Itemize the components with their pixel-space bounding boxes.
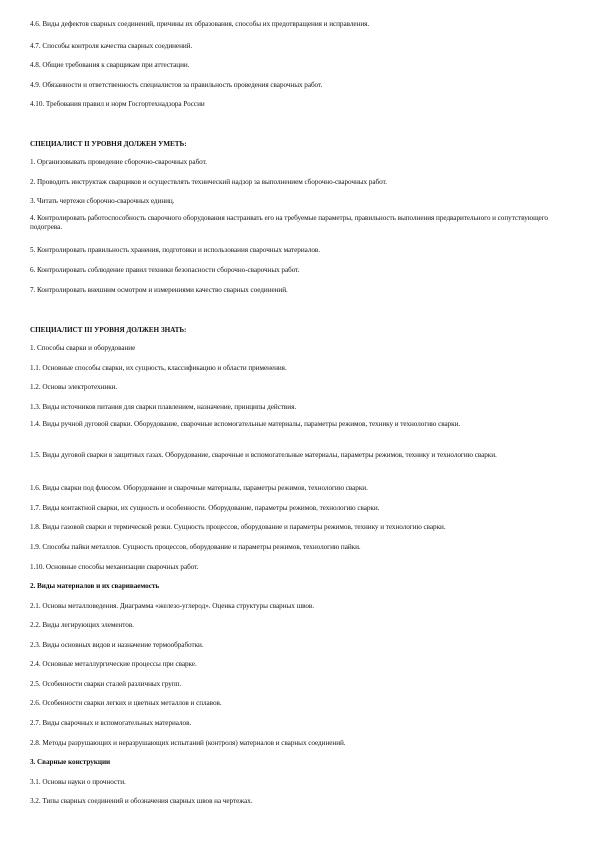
knowledge-item: 3.2. Типы сварных соединений и обозначения сварных швов на чертежах. bbox=[30, 797, 253, 805]
section-heading-level-2-skills: СПЕЦИАЛИСТ II УРОВНЯ ДОЛЖЕН УМЕТЬ: bbox=[30, 140, 187, 148]
knowledge-item: 1.1. Основные способы сварки, их сущность, классификацию и области применения. bbox=[30, 364, 287, 372]
section-heading-level-3-knowledge: СПЕЦИАЛИСТ III УРОВНЯ ДОЛЖЕН ЗНАТЬ: bbox=[30, 326, 187, 334]
paragraph-4-9: 4.9. Обязанности и ответственность специалистов за правильность проведения сварочных работ. bbox=[30, 81, 323, 89]
paragraph-4-6: 4.6. Виды дефектов сварных соединений, причины их образования, способы их предотвращения и исправления. bbox=[30, 20, 370, 28]
skill-item-3: 3. Читать чертежи сборочно-сварочных единиц. bbox=[30, 197, 175, 205]
knowledge-item: 2.7. Виды сварочных и вспомогательных материалов. bbox=[30, 719, 192, 727]
knowledge-item: 1.4. Виды ручной дуговой сварки. Оборудование, сварочные вспомогательные материалы, параметры режимов, технику и технологию сварки. bbox=[30, 420, 461, 428]
knowledge-item: 2.5. Особенности сварки сталей различных групп. bbox=[30, 680, 182, 688]
knowledge-item: 2.1. Основы металловедения. Диаграмма «железо-углерод». Оценка структуры сварных швов. bbox=[30, 602, 314, 610]
knowledge-item: 1.3. Виды источников питания для сварки плавлением, назначение, принципы действия. bbox=[30, 403, 297, 411]
skill-item-6: 6. Контролировать соблюдение правил техники безопасности сборочно-сварочных работ. bbox=[30, 266, 300, 274]
skill-item-5: 5. Контролировать правильность хранения, подготовки и использования сварочных материалов. bbox=[30, 246, 320, 254]
skill-item-2: 2. Проводить инструктаж сварщиков и осуществлять технический надзор за выполнением сборочно-сварочных работ. bbox=[30, 178, 387, 186]
knowledge-item: 2.4. Основные металлургические процессы при сварке. bbox=[30, 660, 197, 668]
knowledge-item: 1.2. Основы электротехники. bbox=[30, 383, 118, 391]
paragraph-4-8: 4.8. Общие требования к сварщикам при аттестации. bbox=[30, 61, 190, 69]
knowledge-item: 2.2. Виды легирующих элементов. bbox=[30, 621, 134, 629]
knowledge-item: 1.6. Виды сварки под флюсом. Оборудование и сварочные материалы, параметры режимов, технологию сварки. bbox=[30, 484, 368, 492]
knowledge-item: 2.3. Виды основных видов и назначение термообработки. bbox=[30, 641, 204, 649]
knowledge-item: 1.8. Виды газовой сварки и термической резки. Сущность процессов, оборудование и параметры режимов, технику и технологию сварки. bbox=[30, 523, 446, 531]
knowledge-item: 1.10. Основные способы механизации сварочных работ. bbox=[30, 563, 199, 571]
knowledge-item: 1.7. Виды контактной сварки, их сущность и особенности. Оборудование, параметры режимов, технологию сварки. bbox=[30, 504, 380, 512]
skill-item-4: 4. Контролировать работоспособность сварочного оборудования настраивать его на требуемые параметры, правильность выполнения предварительного и сопутствующего подогрева. bbox=[30, 214, 548, 231]
skill-item-7: 7. Контролировать внешним осмотром и измерениями качество сварных соединений. bbox=[30, 286, 288, 294]
skill-item-1: 1. Организовывать проведение сборочно-сварочных работ. bbox=[30, 158, 207, 166]
knowledge-subheading: 2. Виды материалов и их свариваемость bbox=[30, 582, 160, 590]
paragraph-4-7: 4.7. Способы контроля качества сварных соединений. bbox=[30, 42, 193, 50]
knowledge-item: 2.8. Методы разрушающих и неразрушающих испытаний (контроля) материалов и сварных соединений. bbox=[30, 739, 346, 747]
knowledge-item: 1. Способы сварки и оборудование bbox=[30, 344, 136, 352]
knowledge-subheading: 3. Сварные конструкции bbox=[30, 758, 111, 766]
knowledge-item: 2.6. Особенности сварки легких и цветных металлов и сплавов. bbox=[30, 699, 222, 707]
knowledge-item: 1.9. Способы пайки металлов. Сущность процессов, оборудование и параметры режимов, технологию пайки. bbox=[30, 543, 361, 551]
knowledge-item: 1.5. Виды дуговой сварки в защитных газах. Оборудование, сварочные и вспомогательные материалы, параметры режимов, технику и технологию сварки. bbox=[30, 451, 497, 459]
knowledge-item: 3.1. Основы науки о прочности. bbox=[30, 778, 126, 786]
paragraph-4-10: 4.10. Требования правил и норм Госгортехнадзора России bbox=[30, 100, 205, 108]
